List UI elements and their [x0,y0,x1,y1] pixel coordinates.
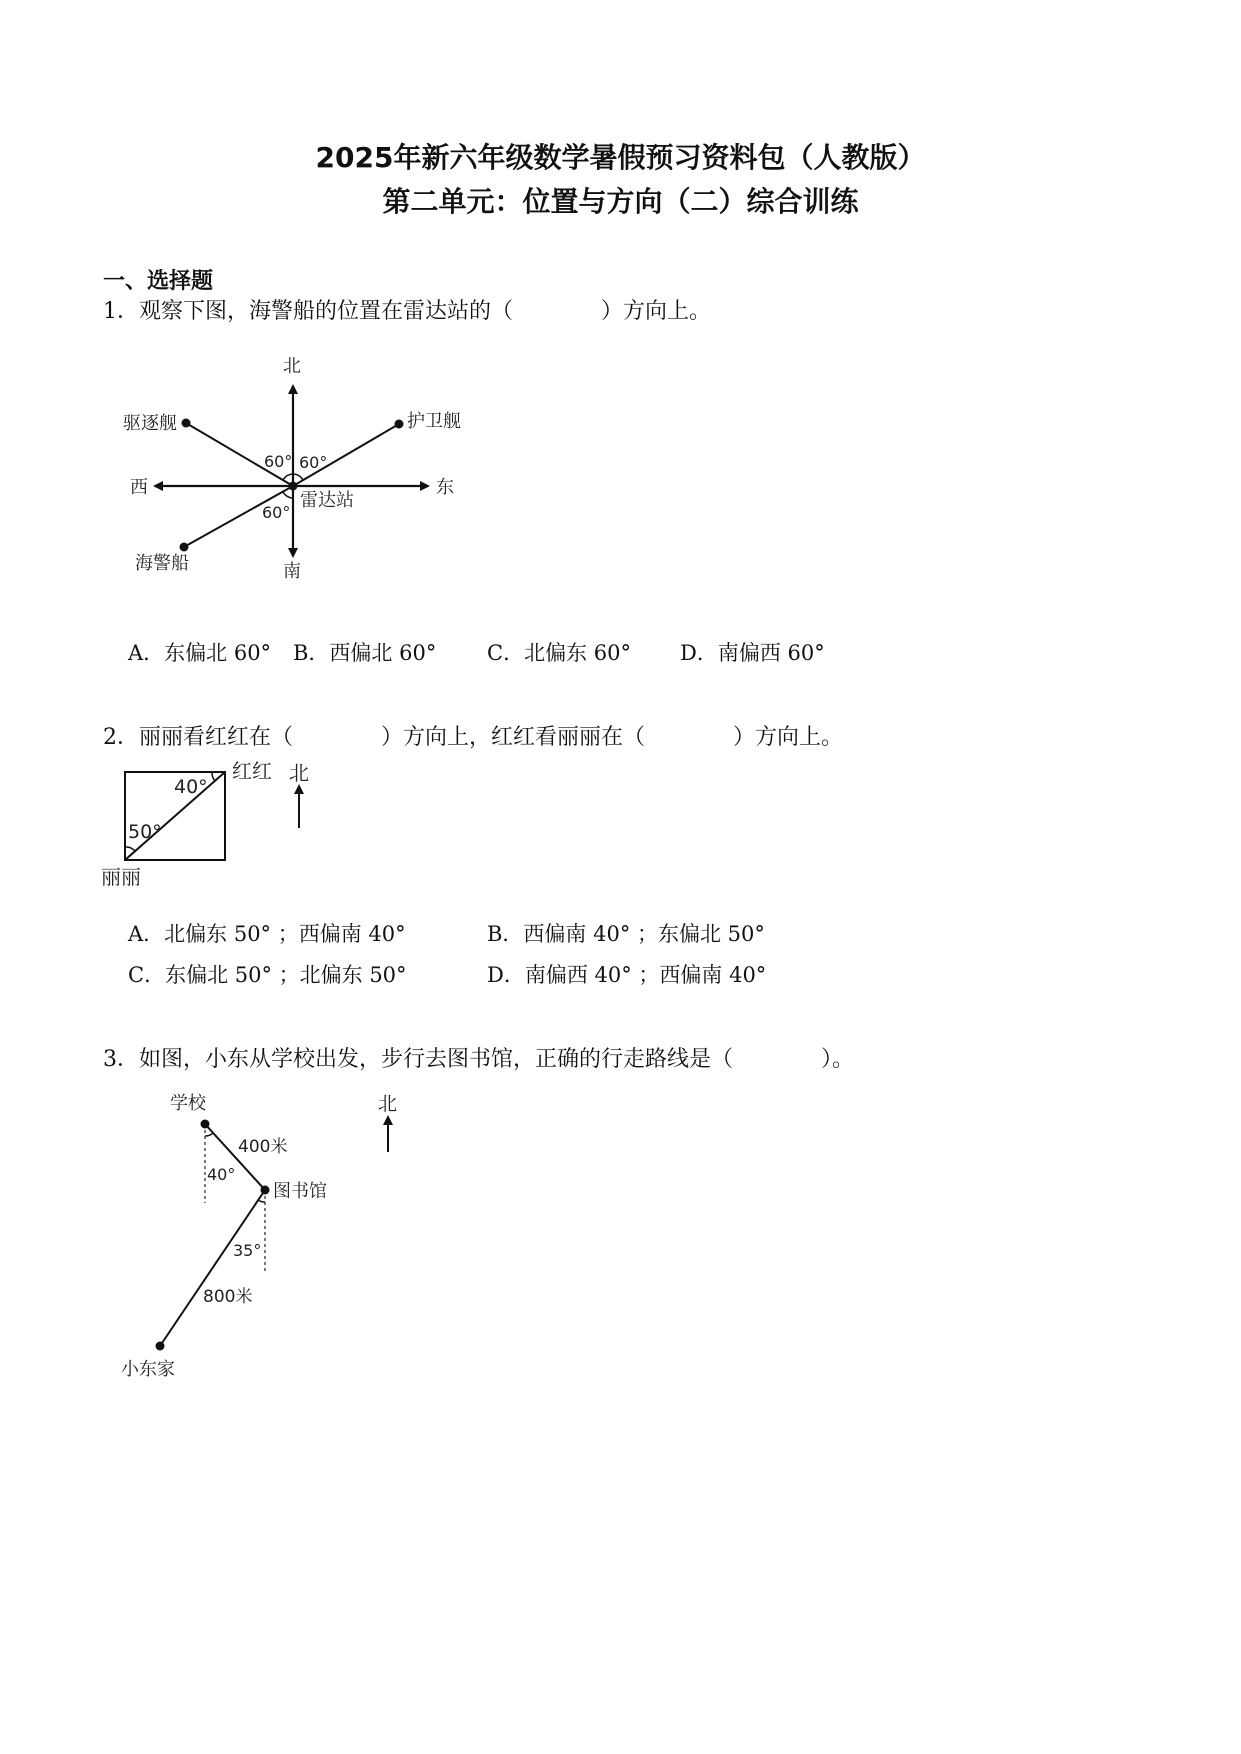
question-2-stem: 2．丽丽看红红在（ ）方向上，红红看丽丽在（ ）方向上。 [103,725,843,750]
label-angle-top: 40° [174,776,208,798]
label-home: 小东家 [121,1359,175,1380]
q2-option-c[interactable]: C．东偏北 50° ；北偏东 50° [128,963,407,987]
q1-option-c[interactable]: C．北偏东 60° [487,641,631,665]
label-library: 图书馆 [273,1181,327,1202]
label-dist-800: 800米 [203,1287,253,1307]
library-to-home-path [160,1190,265,1346]
library-angle-arc [258,1200,265,1202]
label-dist-400: 400米 [238,1137,288,1157]
label-north-3: 北 [378,1093,398,1115]
school-angle-arc [205,1133,213,1136]
label-south: 南 [283,561,301,582]
label-school: 学校 [170,1093,206,1114]
home-point [156,1342,165,1351]
label-angle-40: 40° [207,1165,236,1184]
label-frigate: 护卫舰 [407,411,461,432]
label-west: 西 [130,477,148,498]
label-angle-2: 60° [299,453,328,472]
question-1-stem: 1．观察下图，海警船的位置在雷达站的（ ）方向上。 [103,299,711,324]
label-east: 东 [436,477,454,498]
label-destroyer: 驱逐舰 [123,413,177,434]
label-coastguard: 海警船 [135,553,189,574]
label-angle-3: 60° [262,503,291,522]
document-subtitle: 第二单元：位置与方向（二）综合训练 [382,185,859,218]
label-angle-1: 60° [264,452,293,471]
q1-option-d[interactable]: D．南偏西 60° [680,641,825,665]
q2-option-b[interactable]: B．西偏南 40° ；东偏北 50° [487,922,765,946]
document-title: 2025年新六年级数学暑假预习资料包（人教版） [315,141,926,174]
q2-option-a[interactable]: A．北偏东 50° ；西偏南 40° [128,922,406,946]
q2-option-d[interactable]: D．南偏西 40° ；西偏南 40° [487,963,767,987]
library-point [261,1186,270,1195]
label-angle-35: 35° [233,1241,262,1260]
q1-option-a[interactable]: A．东偏北 60° [128,641,272,665]
section-heading: 一、选择题 [103,269,214,294]
q1-option-b[interactable]: B．西偏北 60° [293,641,437,665]
school-point [201,1120,210,1129]
label-lili: 丽丽 [101,865,141,889]
label-radar: 雷达站 [300,490,354,511]
question-3-stem: 3．如图，小东从学校出发，步行去图书馆，正确的行走路线是（ ）。 [103,1047,854,1072]
label-angle-bottom: 50° [128,821,162,843]
label-honghong: 红红 [232,759,272,783]
label-north-2: 北 [289,761,309,785]
label-north: 北 [283,356,301,377]
